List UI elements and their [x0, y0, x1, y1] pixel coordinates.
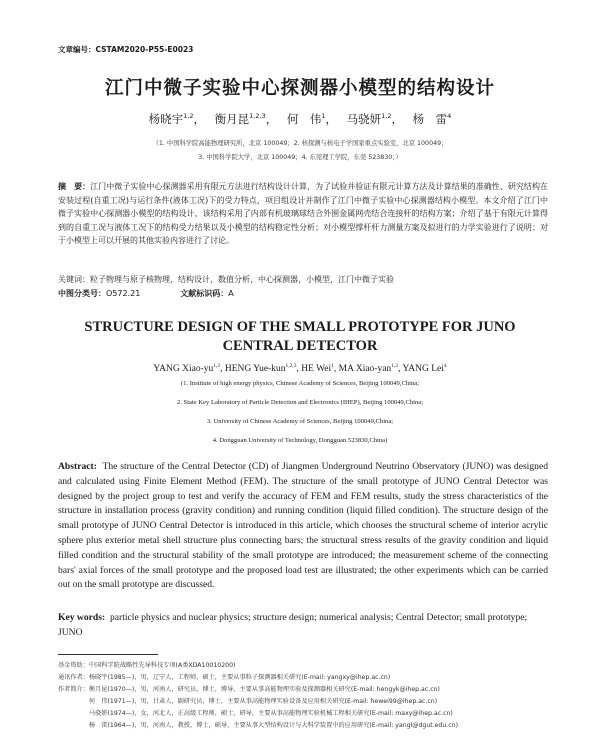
cn-author-affiliation-marker: 1,2 — [183, 112, 194, 121]
cn-author-name: 杨 雷 — [412, 112, 448, 126]
cn-abstract-text: 江门中微子实验中心探测器采用有限元方法进行结构设计计算，为了试验并验证有限元计算方法及计算结果的准确性、研究结构在安装过程(自重工况)与运行条件(液体工况)下的受力特点，项目组设计并制作了江门中微子实验中心探测器结构小模型。本文介绍了江门中微子实验中心探测器小模型的结构设计，该结构采用了内部有机玻璃球结合外围金属网壳结合连接杆的结构方案；介绍了基于有限元计算得到的自重工况与液体工况下的结构受力结果以及小模型的结构稳定性分析；对小模型撑杆杆力测量方案及拟进行的力学实验进行了说明；对于小模型上可以开展的其他实验内容进行了讨论。 — [58, 182, 549, 246]
en-affiliation-line: 3. University of Chinese Academy of Sciences, Beijing 100049,China; — [206, 418, 394, 425]
en-abstract-label: Abstract: — [58, 461, 97, 472]
clc-value: O572.21 — [106, 289, 141, 298]
english-title-line: STRUCTURE DESIGN OF THE SMALL PROTOTYPE FOR JUNO — [84, 319, 516, 335]
clc-label: 中图分类号： — [58, 289, 106, 298]
article-number: 文章编号：CSTAM2020-P55-E0023 — [58, 45, 194, 54]
en-keywords-text: particle physics and nuclear physics; structure design; numerical analysis; Central Detector; small prototype; JUNO — [58, 612, 528, 638]
footnote-line: 通讯作者：杨晓宇(1985—)，男，辽宁人，工程师，硕士，主要从事粒子探测器相关研究(E-mail: yangxy@ihep.ac.cn) — [58, 674, 391, 681]
chinese-keywords: 关键词：粒子物理与原子核物理，结构设计，数值分析，中心探测器，小模型，江门中微子实验 — [58, 275, 394, 284]
cn-author-affiliation-marker: 1,2 — [381, 112, 392, 121]
english-authors: YANG Xiao-yu$^{1,2}$, HENG Yue-kun$^{1,2,3}$, HE Wei$^1$, MA Xiao-yan$^{1,2}$, YANG Lei$^4$ — [153, 363, 447, 375]
en-affiliation-line: (1. Institute of high energy physics, Chinese Academy of Sciences, Beijing 100049,China; — [180, 380, 420, 387]
doc-code-value: A — [228, 289, 234, 298]
footnote-line: 杨 雷(1964—)，男，河南人，教授，博士，硕导，主要从事大型结构设计与大科学装置中的应用研究(E-mail: yangl@dgut.edu.cn) — [58, 722, 458, 729]
en-affiliation-line: 2. State Key Laboratory of Particle Detection and Electronics (IHEP), Beijing 100049,China; — [176, 399, 424, 406]
en-author-name: HENG Yue-kun — [224, 364, 286, 375]
cn-author-name: 衡月昆 — [214, 112, 250, 126]
en-abstract-text: The structure of the Central Detector (CD) of Jiangmen Underground Neutrino Observatory (JUNO) was designed and calculated using Finite Element Method (FEM). The structure of the small prototype of JUNO Central Detector was designed by the project group to test and verify the accuracy of FEM and FEM results, study the stress characteristics of the structure in installation process (gravity condition) and running condition (liquid filled condition). The structure design of the small prototype of JUNO Central Detector is introduced in this article, which chooses the structural scheme of interior acrylic sphere plus exterior metal shell structure plus connecting bars; the structural stress results of the gravity condition and liquid filled condition and the structural stability of the small prototype are introduced; the measurement scheme of the connecting bars' axial forces of the small prototype and the proposed load test are illustrated; the other experiments which can be carried out on the small prototype are discussed. — [58, 461, 548, 591]
cn-abstract-label: 摘 要： — [58, 182, 91, 191]
en-author-affiliation-marker: 1,2 — [391, 363, 399, 369]
english-abstract — [58, 460, 548, 593]
cn-author-name: 杨晓宇 — [148, 112, 184, 126]
chinese-classification — [58, 288, 234, 299]
doc-code-label: 文献标识码： — [180, 289, 229, 298]
en-author-name: HE Wei — [301, 364, 332, 375]
footnote-line: 作者简介：衡月昆(1970—)，男，河南人，研究员，博士，博导，主要从事高能物理实验及探测器相关研究(E-mail: hengyk@ihep.ac.cn) — [58, 686, 440, 693]
footnote-divider — [58, 654, 158, 655]
english-title-line: CENTRAL DETECTOR — [222, 338, 378, 354]
english-keywords — [58, 611, 548, 641]
en-author-name: YANG Lei — [402, 364, 444, 375]
en-author-affiliation-marker: 1,2,3 — [285, 363, 297, 369]
en-author-affiliation-marker: 1,2 — [213, 363, 221, 369]
cn-author-affiliation-marker: 1 — [321, 112, 326, 121]
chinese-abstract — [58, 180, 548, 248]
cn-author-name: 马骁妍 — [346, 112, 382, 126]
cn-author-name: 何 伟 — [286, 112, 322, 126]
chinese-title: 江门中微子实验中心探测器小模型的结构设计 — [104, 78, 495, 99]
en-author-affiliation-marker: 1 — [331, 363, 334, 369]
en-author-affiliation-marker: 4 — [443, 363, 447, 369]
cn-affiliation-line: 3. 中国科学院大学，北京 100049；4. 东莞理工学院，东莞 523830；） — [198, 154, 402, 161]
en-author-name: YANG Xiao-yu — [153, 364, 214, 375]
cn-affiliation-line: （1. 中国科学院高能物理研究所，北京 100049；2. 核探测与核电子学国家重点实验室，北京 100049； — [152, 140, 448, 147]
footnote-line: 马骁妍(1974—)，女，河北人，正高级工程师，硕士，研导，主要从事高能物理实验机械工程相关研究(E-mail: maxy@ihep.ac.cn) — [58, 710, 453, 717]
footnote-line: 何 伟(1971—)，男，甘肃人，副研究员，博士，主要从事高能物理实验设备及应用相关研究(E-mail: hewei99@ihep.ac.cn) — [58, 698, 438, 705]
english-title — [0, 318, 600, 356]
cn-author-affiliation-marker: 4 — [447, 112, 452, 121]
footnote-line: 基金资助：中国科学院战略性先导科技专项(A类XDA10010200) — [58, 662, 236, 669]
en-author-name: MA Xiao-yan — [338, 364, 392, 375]
chinese-authors: 杨晓宇$^{1,2}$， 衡月昆$^{1,2,3}$， 何 伟$^1$， 马骁妍$^{1,2}$， 杨 雷$^4$ — [148, 112, 452, 126]
en-affiliation-line: 4. Dongguan University of Technology, Dongguan 523830,China) — [212, 437, 388, 444]
en-keywords-label: Key words: — [58, 612, 106, 623]
cn-author-affiliation-marker: 1,2,3 — [249, 112, 266, 121]
